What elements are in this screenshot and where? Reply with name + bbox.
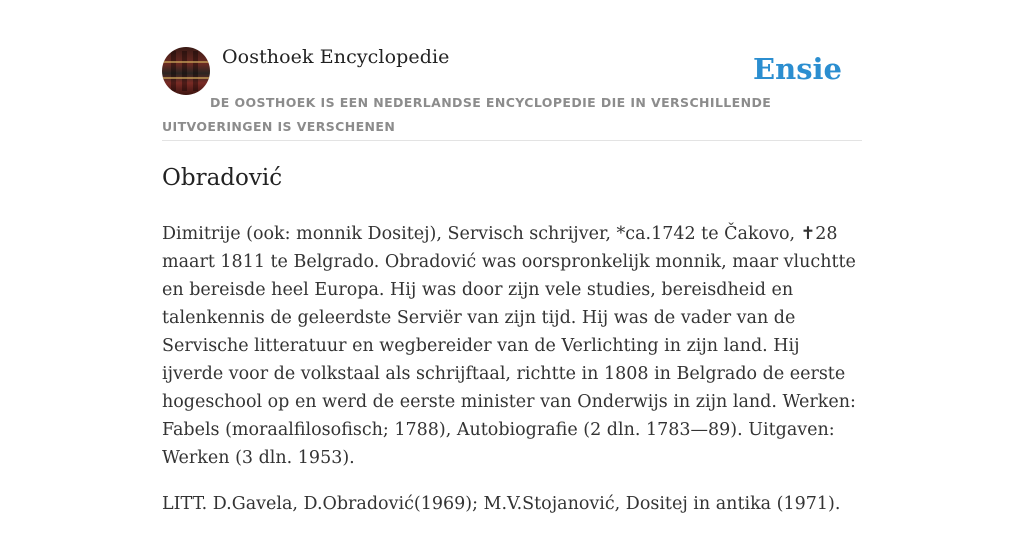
avatar-band xyxy=(162,77,210,79)
page-container xyxy=(162,0,862,514)
article-body: Dimitrije (ook: monnik Dositej), Servisch schrijver, *ca.1742 te Čakovo, ✝28 maart 1811 te Belgrado. Obradović was oorspronkelijk monnik, maar vluchtte en bereisde heel Europa. Hij was door zijn vele studies, bereisdheid en talenkennis de geleerdste Serviër van zijn tijd. Hij was de vader van de Servische litteratuur en wegbereider van de Verlichting in zijn land. Hij ijverde voor de volkstaal als schrijftaal, richtte in 1808 in Belgrado de eerste hogeschool op en werd de eerste minister van Onderwijs in zijn land. Werken: Fabels (moraalfilosofisch; 1788), Autobiografie (2 dln. 1783—89). Uitgaven: Werken (3 dln. 1953). xyxy=(162,224,856,468)
site-header xyxy=(162,0,862,141)
site-tagline: DE OOSTHOEK IS EEN NEDERLANDSE ENCYCLOPEDIE DIE IN VERSCHILLENDE UITVOERINGEN IS VERSCHENEN xyxy=(162,95,772,134)
avatar-spine xyxy=(171,51,176,91)
avatar-spine xyxy=(193,51,198,91)
book-spines-avatar-icon[interactable] xyxy=(162,47,210,95)
site-title[interactable]: Oosthoek Encyclopedie xyxy=(222,46,450,68)
avatar-spine xyxy=(182,51,187,91)
avatar-band xyxy=(162,61,210,63)
brand-logo-link[interactable]: Ensie xyxy=(753,52,842,86)
article xyxy=(162,160,862,536)
article-literature: LITT. D.Gavela, D.Obradović(1969); M.V.Stojanović, Dositej in antika (1971). xyxy=(162,494,841,514)
article-title: Obradović xyxy=(162,165,283,191)
